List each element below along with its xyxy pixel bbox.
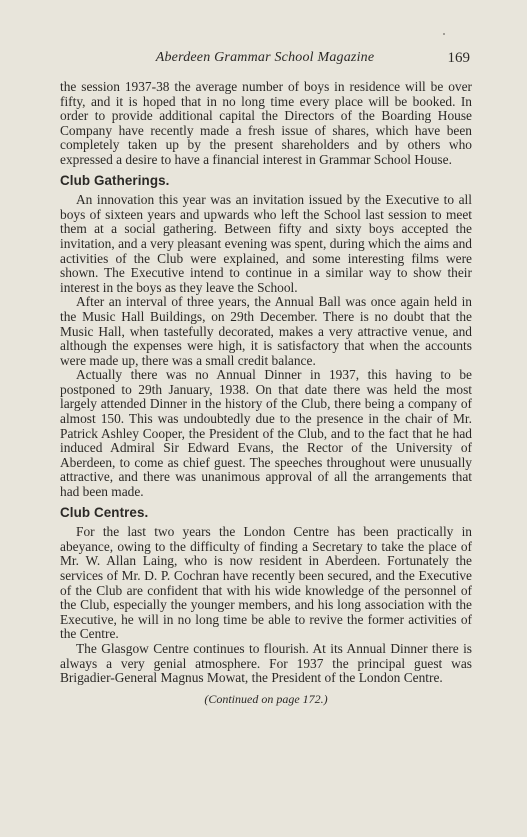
heading-club-centres: Club Centres.	[60, 504, 149, 520]
page-number: 169	[447, 50, 470, 66]
continued-note: (Continued on page 172.)	[204, 691, 328, 706]
heading-club-gatherings: Club Gatherings.	[60, 172, 170, 188]
paragraph-annual-dinner: Actually there was no Annual Dinner in 1937, this having to be postponed to 29th January, 1938. On that date there was held the most largely attended Dinner in the history of the Club, there being a company of almost 150. This was undoubtedly due to the presence in the chair of Mr. Patrick Ashley Cooper, the President of the Club, and to the fact that he had induced Admiral Sir Edward Evans, the Rector of the University of Aberdeen, to come as chief guest. The speeches throughout were unusually attractive, and there was unanimous approval of all the arrangements that had been made.	[60, 367, 472, 500]
paragraph-london-centre: For the last two years the London Centre has been practically in abeyance, owing to the difficulty of finding a Secretary to take the place of Mr. W. Allan Laing, who is now resident in Aberdeen. Fortunately the services of Mr. D. P. Cochran have recently been secured, and the Executive of the Club are confident that with his wide knowledge of the personnel of the Club, especially the younger members, and his long association with the Executive, he will in no long time be able to revive the former activities of the Centre.	[60, 524, 472, 642]
paragraph-annual-ball: After an interval of three years, the Annual Ball was once again held in the Music Hall Buildings, on 29th December. There is no doubt that the Music Hall, when tastefully decorated, makes a very attractive venue, and although the expenses were high, it is satisfactory that when the accounts were made up, there was a small credit balance.	[60, 294, 472, 368]
article-body	[60, 80, 472, 706]
paper-speck	[443, 33, 445, 35]
paragraph-glasgow-centre: The Glasgow Centre continues to flourish. At its Annual Dinner there is always a very genial atmosphere. For 1937 the principal guest was Brigadier-General Magnus Mowat, the President of the London Centre.	[60, 640, 472, 686]
magazine-title: Aberdeen Grammar School Magazine	[155, 50, 375, 65]
running-header	[60, 50, 470, 70]
paragraph-invitation: An innovation this year was an invitation issued by the Executive to all boys of sixteen years and upwards who left the School last session to meet them at a social gathering. Between fifty and sixty boys accepted the invitation, and a very pleasant evening was spent, during which the aims and activities of the Club were explained, and some interesting films were shown. The Executive intend to continue in a similar way to show their interest in the boys as they leave the School.	[60, 192, 472, 295]
paragraph-boarding-house: the session 1937-38 the average number of boys in residence will be over fifty, and it is hoped that in no long time every place will be booked. In order to provide additional capital the Directors of the Boarding House Company have recently made a fresh issue of shares, which have been completely taken up by the present shareholders and by others who expressed a desire to have a financial interest in Grammar School House.	[60, 79, 472, 167]
